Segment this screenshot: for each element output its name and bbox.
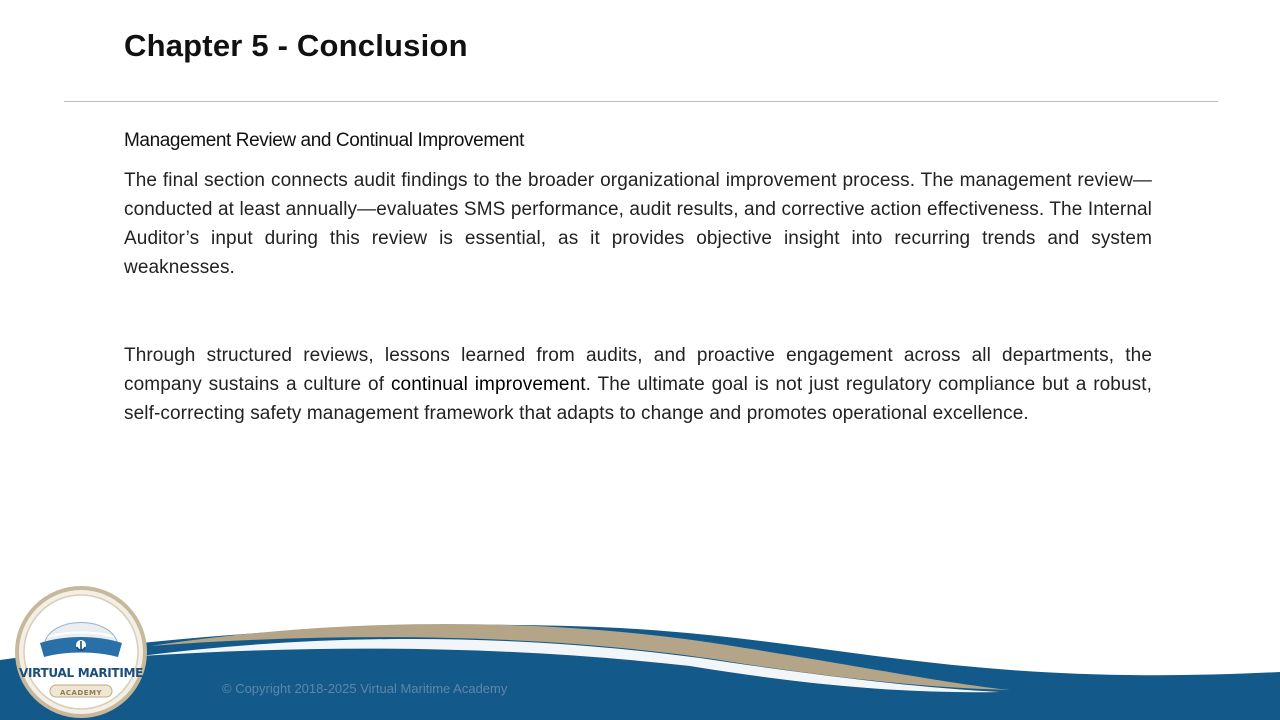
paragraph-2-lead: Through structured reviews, lessons learned from audits, and proactive engagement across all departments, the company sustains a culture of xyxy=(124,345,1152,395)
copyright-notice: © Copyright 2018-2025 Virtual Maritime Academy xyxy=(222,681,508,696)
logo-title: VIRTUAL MARITIME xyxy=(18,666,144,680)
paragraph-2-tail: . The ultimate goal is not just regulatory compliance but a robust, self-correcting safety management framework that adapts to change and promotes operational excellence. xyxy=(124,374,1152,424)
paragraph-1: The final section connects audit findings to the broader organizational improvement process. The management review—conducted at least annually—evaluates SMS performance, audit results, and corrective action effectiveness. The Internal Auditor’s input during this review is essential, as it provides objective insight into recurring trends and system weaknesses. xyxy=(124,170,1152,278)
section-subheading: Management Review and Continual Improvement xyxy=(124,130,524,151)
footer-wave xyxy=(0,560,1280,720)
title-divider xyxy=(64,101,1218,102)
slide-title: Chapter 5 - Conclusion xyxy=(124,28,468,63)
continual-improvement-emphasis: continual improvement xyxy=(390,374,586,395)
academy-logo-icon xyxy=(14,585,148,719)
slide-content xyxy=(124,126,1152,428)
paragraph-2 xyxy=(124,341,1152,428)
logo-subtitle: ACADEMY xyxy=(59,689,103,697)
